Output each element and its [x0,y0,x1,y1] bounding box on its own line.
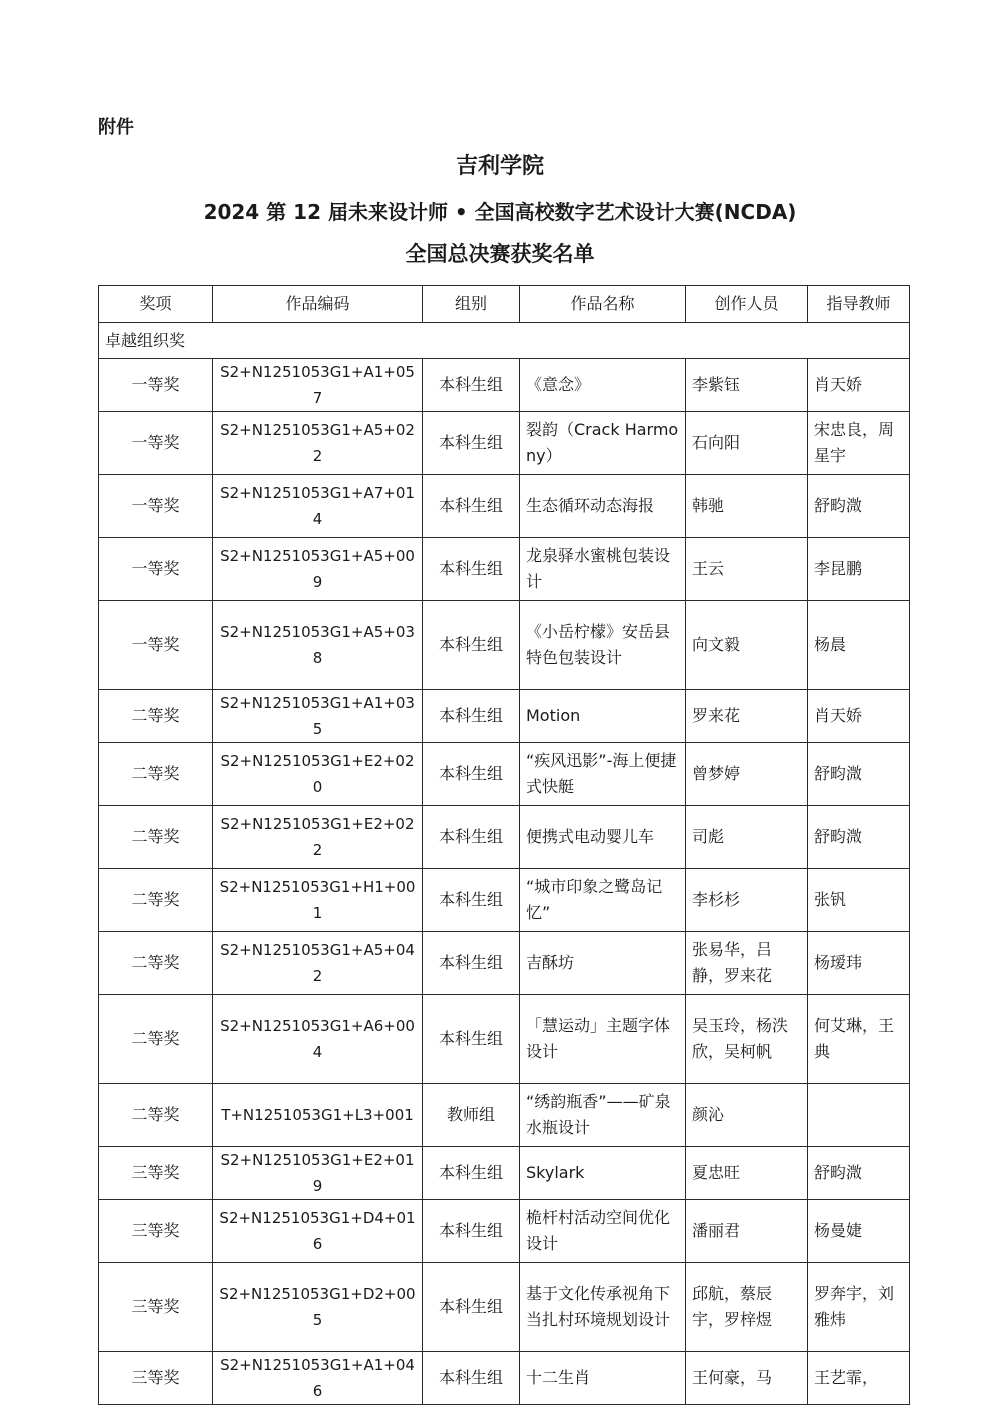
group-cell: 本科生组 [423,690,520,743]
title-cell: 「慧运动」主题字体设计 [520,995,686,1084]
creators-cell: 李紫钰 [686,359,808,412]
award-cell: 二等奖 [99,869,213,932]
table-row [99,1084,910,1147]
group-cell: 本科生组 [423,806,520,869]
award-cell: 二等奖 [99,690,213,743]
award-cell: 三等奖 [99,1263,213,1352]
table-row [99,412,910,475]
creators-cell: 王云 [686,538,808,601]
header-award: 奖项 [99,286,213,323]
title-cell: 《意念》 [520,359,686,412]
table-row [99,538,910,601]
title-cell: 桅杆村活动空间优化设计 [520,1200,686,1263]
award-cell: 二等奖 [99,1084,213,1147]
code-cell: S2+N1251053G1+E2+020 [213,743,423,806]
org-award-label: 卓越组织奖 [99,323,910,359]
teachers-cell: 王艺霏， [808,1352,910,1405]
award-cell: 一等奖 [99,359,213,412]
teachers-cell: 宋忠良，周星宇 [808,412,910,475]
code-cell: S2+N1251053G1+A1+057 [213,359,423,412]
teachers-cell: 罗奔宇，刘雅炜 [808,1263,910,1352]
creators-cell: 潘丽君 [686,1200,808,1263]
org-award-row [99,323,910,359]
teachers-cell: 杨晨 [808,601,910,690]
attachment-label: 附件 [98,117,134,138]
table-row [99,601,910,690]
group-cell: 教师组 [423,1084,520,1147]
title-cell: Skylark [520,1147,686,1200]
code-cell: S2+N1251053G1+A1+035 [213,690,423,743]
teachers-cell: 何艾琳，王典 [808,995,910,1084]
creators-cell: 夏忠旺 [686,1147,808,1200]
title-cell: 吉酥坊 [520,932,686,995]
creators-cell: 吴玉玲，杨泆欣，吴柯帆 [686,995,808,1084]
group-cell: 本科生组 [423,538,520,601]
teachers-cell: 肖天娇 [808,359,910,412]
table-row [99,995,910,1084]
creators-cell: 邱航，蔡辰宇，罗梓煜 [686,1263,808,1352]
title-cell: 十二生肖 [520,1352,686,1405]
page-title: 吉利学院 [455,154,544,179]
table-row [99,359,910,412]
award-cell: 三等奖 [99,1352,213,1405]
table-row [99,1352,910,1405]
teachers-cell: 舒畇溦 [808,806,910,869]
group-cell: 本科生组 [423,743,520,806]
table-row [99,806,910,869]
title-cell: 裂韵（Crack Harmony） [520,412,686,475]
code-cell: S2+N1251053G1+A1+046 [213,1352,423,1405]
teachers-cell: 舒畇溦 [808,743,910,806]
page-subtitle: 2024 第 12 届未来设计师 • 全国高校数字艺术设计大赛(NCDA) [203,200,797,224]
award-cell: 二等奖 [99,806,213,869]
title-cell: 龙泉驿水蜜桃包装设计 [520,538,686,601]
creators-cell: 曾梦婷 [686,743,808,806]
code-cell: S2+N1251053G1+D4+016 [213,1200,423,1263]
group-cell: 本科生组 [423,475,520,538]
group-cell: 本科生组 [423,869,520,932]
code-cell: S2+N1251053G1+A7+014 [213,475,423,538]
table-row [99,1147,910,1200]
header-title: 作品名称 [520,286,686,323]
code-cell: S2+N1251053G1+E2+022 [213,806,423,869]
creators-cell: 罗来花 [686,690,808,743]
teachers-cell [808,1084,910,1147]
creators-cell: 司彪 [686,806,808,869]
title-cell: “疾风迅影”-海上便捷式快艇 [520,743,686,806]
header-creators: 创作人员 [686,286,808,323]
table-row [99,932,910,995]
award-cell: 一等奖 [99,538,213,601]
title-cell: “城市印象之鹭岛记忆” [520,869,686,932]
group-cell: 本科生组 [423,359,520,412]
code-cell: S2+N1251053G1+A5+038 [213,601,423,690]
award-cell: 二等奖 [99,995,213,1084]
table-row [99,1263,910,1352]
title-cell: Motion [520,690,686,743]
group-cell: 本科生组 [423,1147,520,1200]
creators-cell: 王何豪，马 [686,1352,808,1405]
code-cell: S2+N1251053G1+A6+004 [213,995,423,1084]
teachers-cell: 舒畇溦 [808,1147,910,1200]
table-row [99,475,910,538]
table-header-row [99,286,910,323]
title-cell: 便携式电动婴儿车 [520,806,686,869]
code-cell: S2+N1251053G1+A5+042 [213,932,423,995]
table-row [99,743,910,806]
table-row [99,1200,910,1263]
group-cell: 本科生组 [423,995,520,1084]
teachers-cell: 杨瑷玮 [808,932,910,995]
creators-cell: 韩驰 [686,475,808,538]
group-cell: 本科生组 [423,932,520,995]
creators-cell: 张易华，吕静，罗来花 [686,932,808,995]
group-cell: 本科生组 [423,412,520,475]
code-cell: S2+N1251053G1+E2+019 [213,1147,423,1200]
creators-cell: 颜沁 [686,1084,808,1147]
title-cell: “绣韵瓶香”——矿泉水瓶设计 [520,1084,686,1147]
header-code: 作品编码 [213,286,423,323]
award-cell: 三等奖 [99,1147,213,1200]
award-cell: 一等奖 [99,601,213,690]
header-teachers: 指导教师 [808,286,910,323]
teachers-cell: 肖天娇 [808,690,910,743]
awards-table [98,285,910,1405]
code-cell: T+N1251053G1+L3+001 [213,1084,423,1147]
creators-cell: 向文毅 [686,601,808,690]
title-cell: 基于文化传承视角下当扎村环境规划设计 [520,1263,686,1352]
teachers-cell: 杨曼婕 [808,1200,910,1263]
table-row [99,869,910,932]
teachers-cell: 张钒 [808,869,910,932]
award-cell: 一等奖 [99,412,213,475]
teachers-cell: 舒畇溦 [808,475,910,538]
code-cell: S2+N1251053G1+A5+022 [213,412,423,475]
title-cell: 生态循环动态海报 [520,475,686,538]
creators-cell: 石向阳 [686,412,808,475]
code-cell: S2+N1251053G1+A5+009 [213,538,423,601]
group-cell: 本科生组 [423,1200,520,1263]
code-cell: S2+N1251053G1+H1+001 [213,869,423,932]
code-cell: S2+N1251053G1+D2+005 [213,1263,423,1352]
group-cell: 本科生组 [423,601,520,690]
table-row [99,690,910,743]
group-cell: 本科生组 [423,1263,520,1352]
title-cell: 《小岳柠檬》安岳县特色包装设计 [520,601,686,690]
award-cell: 三等奖 [99,1200,213,1263]
page-subtitle-list: 全国总决赛获奖名单 [405,242,595,266]
teachers-cell: 李昆鹏 [808,538,910,601]
award-cell: 二等奖 [99,743,213,806]
award-cell: 二等奖 [99,932,213,995]
header-group: 组别 [423,286,520,323]
creators-cell: 李杉杉 [686,869,808,932]
group-cell: 本科生组 [423,1352,520,1405]
award-cell: 一等奖 [99,475,213,538]
